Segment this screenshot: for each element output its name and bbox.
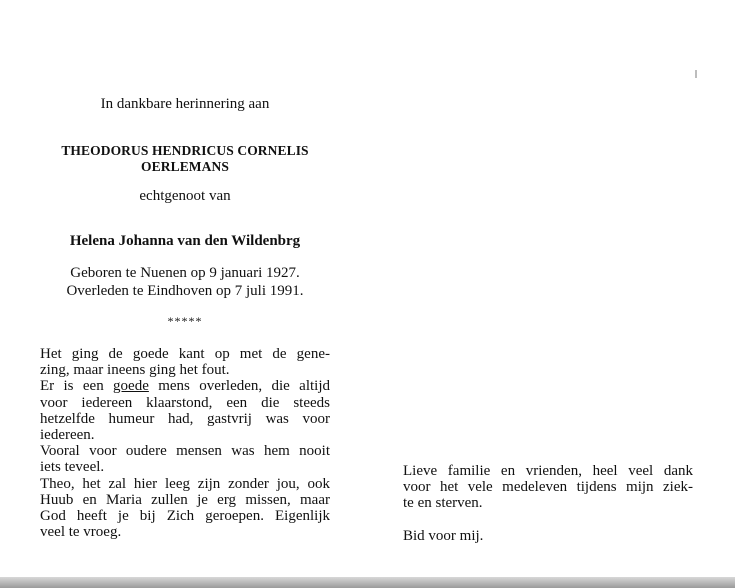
tribute-line: Vooral voor oudere mensen was hem nooit: [40, 443, 330, 460]
deceased-name: [40, 143, 330, 175]
intro-text: In dankbare herinnering aan: [100, 96, 270, 112]
underlined-word: goede: [113, 378, 149, 395]
scan-mark: [695, 70, 697, 78]
tribute-line: Het ging de goede kant op met de gene-: [40, 346, 330, 362]
scan-bottom-edge: [0, 577, 735, 588]
tribute-line: voor iedereen klaarstond, een die steeds: [40, 394, 330, 411]
tribute-line: iets teveel.: [40, 459, 105, 476]
tribute-line: Theo, het zal hier leeg zijn zonder jou, ook: [40, 475, 330, 492]
tribute-line-part: mens overleden, die altijd: [148, 378, 330, 395]
death-line: Overleden te Eindhoven op 7 juli 1991.: [66, 283, 304, 299]
spouse-label: echtgenoot van: [139, 188, 231, 204]
thanks-text: [403, 463, 693, 544]
deceased-name-line-2: OERLEMANS: [141, 159, 229, 174]
birth-line: Geboren te Nuenen op 9 januari 1927.: [70, 265, 300, 281]
thanks-line: Lieve familie en vrienden, heel veel dank: [403, 463, 693, 479]
tribute-text: [40, 346, 330, 540]
tribute-line: [40, 378, 330, 394]
tribute-line: hetzelfde humeur had, gastvrij was voor: [40, 410, 330, 427]
separator-stars: *****: [167, 314, 203, 328]
thanks-line: te en sterven.: [403, 495, 483, 512]
tribute-line: iedereen.: [40, 427, 95, 444]
life-dates: [40, 264, 330, 300]
tribute-line: God heeft je bij Zich geroepen. Eigenlijk: [40, 508, 330, 525]
spouse-name: Helena Johanna van den Wildenbrg: [69, 233, 301, 249]
deceased-name-line-1: THEODORUS HENDRICUS CORNELIS: [61, 143, 309, 158]
tribute-line: Huub en Maria zullen je erg missen, maar: [40, 491, 330, 508]
thanks-line: voor het vele medeleven tijdens mijn ziek-: [403, 479, 693, 496]
tribute-line-part: Er is een: [40, 378, 114, 395]
tribute-line: zing, maar ineens ging het fout.: [40, 362, 230, 379]
tribute-line: veel te vroeg.: [40, 524, 122, 541]
prayer-line: Bid voor mij.: [403, 527, 484, 544]
